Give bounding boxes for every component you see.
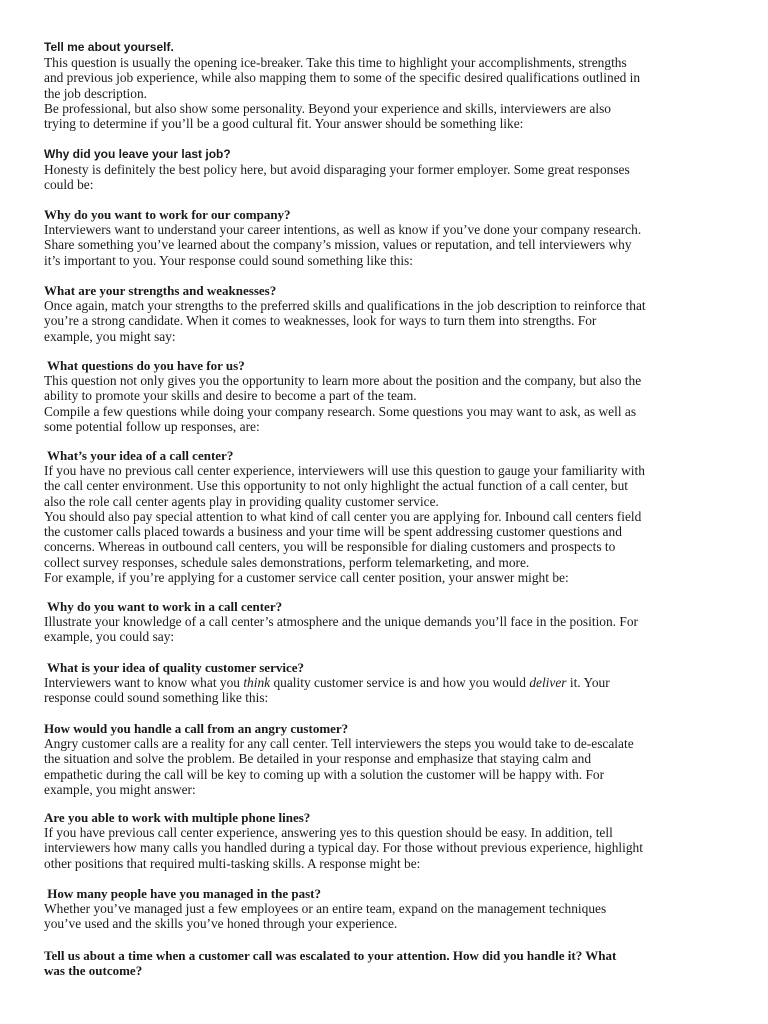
answer-line: could be: — [44, 177, 94, 193]
answer-line: the customer calls placed towards a business and your time will be spent addressing customer questions and — [44, 524, 622, 540]
answer-line: Compile a few questions while doing your company research. Some questions you may want to ask, as well as — [44, 403, 637, 419]
answer-line: and previous job experience, while also mapping them to some of the specific desired qualifications outlined in — [44, 70, 641, 86]
answer-line: Interviewers want to know what you think quality customer service is and how you would deliver it. Your — [44, 675, 610, 690]
answer-line: This question is usually the opening ice-breaker. Take this time to highlight your accomplishments, strengths — [44, 55, 627, 70]
answer-line: also the role call center agents play in providing quality customer service. — [44, 493, 439, 509]
answer-line: You should also pay special attention to what kind of call center you are applying for. Inbound call centers field — [44, 508, 642, 524]
answer-line: empathetic during the call will be key to coming up with a solution the customer will be happy with. For — [44, 766, 605, 782]
section-why-leave-last-job — [44, 147, 734, 193]
section-questions-for-us — [44, 358, 734, 434]
answer-line: other positions that required multi-tasking skills. A response might be: — [44, 855, 421, 871]
section-escalated-call — [44, 948, 734, 978]
answer-line: trying to determine if you’ll be a good cultural fit. Your answer should be something like: — [44, 116, 524, 132]
answer-line: concerns. Whereas in outbound call centers, you will be responsible for dialing customers and prospects to — [44, 539, 616, 555]
answer-line: it’s important to you. Your response could sound something like this: — [44, 252, 413, 268]
section-angry-customer — [44, 721, 734, 797]
section-why-our-company — [44, 207, 734, 268]
answer-line: Interviewers want to understand your career intentions, as well as know if you’ve done your company research. — [44, 222, 642, 237]
answer-line: the job description. — [44, 85, 148, 101]
section-strengths-weaknesses — [44, 283, 734, 344]
question-heading: Tell me about yourself. — [44, 40, 174, 54]
answer-line: ability to promote your skills and desire to become a part of the team. — [44, 388, 417, 404]
section-people-managed — [44, 886, 734, 932]
answer-line: Illustrate your knowledge of a call center’s atmosphere and the unique demands you’ll face in the position. For — [44, 614, 638, 629]
question-heading: Why do you want to work in a call center? — [44, 599, 283, 614]
answer-line: the call center environment. Use this opportunity to not only highlight the actual function of a call center, but — [44, 478, 629, 494]
answer-line: interviewers how many calls you handled during a typical day. For those without previous experience, highlight — [44, 840, 643, 856]
answer-line: If you have no previous call center experience, interviewers will use this question to gauge your familiarity with — [44, 463, 645, 478]
question-heading: How would you handle a call from an angry customer? — [44, 721, 349, 736]
question-heading: What’s your idea of a call center? — [44, 448, 234, 463]
question-heading: Why did you leave your last job? — [44, 147, 231, 161]
question-heading: How many people have you managed in the past? — [44, 886, 321, 901]
question-heading: Tell us about a time when a customer call was escalated to your attention. How did you handle it? What — [44, 948, 617, 963]
answer-line: Be professional, but also show some personality. Beyond your experience and skills, interviewers are also — [44, 100, 611, 116]
section-quality-customer-service — [44, 660, 734, 706]
question-heading: What are your strengths and weaknesses? — [44, 283, 277, 298]
answer-line: If you have previous call center experience, answering yes to this question should be easy. In addition, tell — [44, 825, 613, 840]
answer-line: Whether you’ve managed just a few employees or an entire team, expand on the management techniques — [44, 901, 607, 916]
answer-line: collect survey responses, schedule sales demonstrations, perform telemarketing, and more. — [44, 554, 530, 570]
section-idea-of-call-center — [44, 448, 734, 585]
answer-line: example, you might answer: — [44, 781, 196, 797]
answer-line: response could sound something like this: — [44, 690, 269, 706]
answer-line: Once again, match your strengths to the preferred skills and qualifications in the job description to reinforce that — [44, 298, 646, 313]
answer-line: some potential follow up responses, are: — [44, 418, 260, 434]
question-heading: Are you able to work with multiple phone lines? — [44, 810, 311, 825]
section-multiple-phone-lines — [44, 810, 734, 871]
answer-line: example, you could say: — [44, 629, 175, 645]
answer-line: For example, if you’re applying for a customer service call center position, your answer might be: — [44, 570, 569, 586]
section-why-work-call-center — [44, 599, 734, 645]
answer-line: Honesty is definitely the best policy here, but avoid disparaging your former employer. Some great responses — [44, 162, 630, 177]
answer-line: example, you might say: — [44, 328, 176, 344]
question-heading: Why do you want to work for our company? — [44, 207, 291, 222]
question-heading: What questions do you have for us? — [44, 358, 245, 373]
answer-line: This question not only gives you the opportunity to learn more about the position and the company, but also the — [44, 373, 642, 388]
question-heading-continued: was the outcome? — [44, 963, 143, 978]
answer-line: Angry customer calls are a reality for any call center. Tell interviewers the steps you would take to de-escalate — [44, 736, 634, 751]
answer-line: Share something you’ve learned about the company’s mission, values or reputation, and tell interviewers why — [44, 237, 632, 253]
answer-line: you’re a strong candidate. When it comes to weaknesses, look for ways to turn them into strengths. For — [44, 313, 597, 329]
question-heading: What is your idea of quality customer service? — [44, 660, 304, 675]
answer-line: the situation and solve the problem. Be detailed in your response and emphasize that staying calm and — [44, 751, 592, 767]
section-tell-me-about-yourself — [44, 40, 734, 131]
answer-line: you’ve used and the skills you’ve honed through your experience. — [44, 916, 398, 932]
